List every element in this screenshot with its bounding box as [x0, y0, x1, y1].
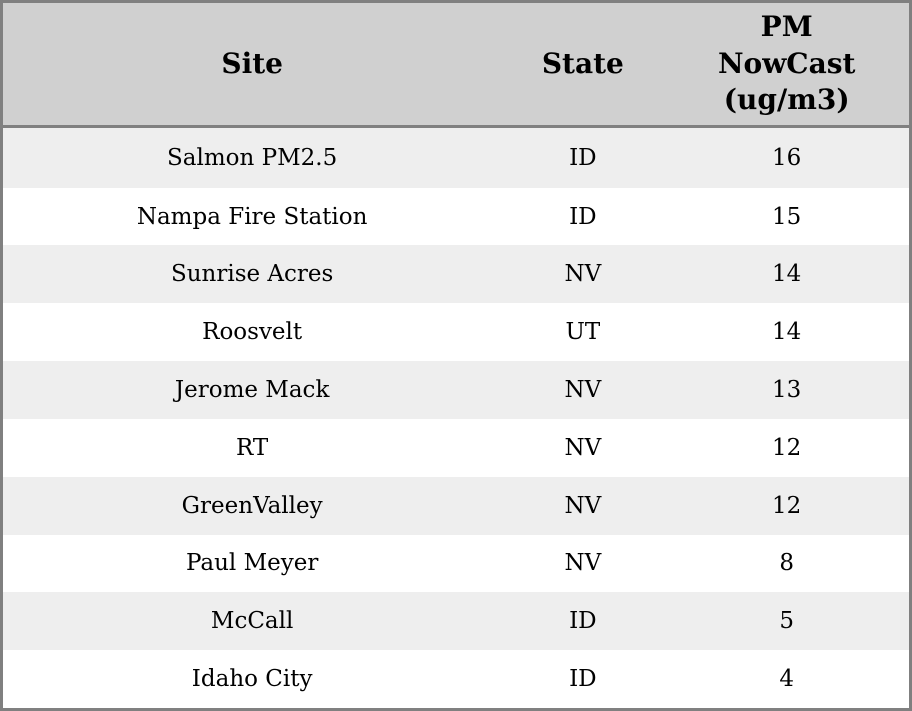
site-cell: McCall	[210, 608, 294, 635]
header-row	[3, 3, 909, 127]
pm-cell: 13	[772, 376, 802, 403]
state-cell: NV	[564, 434, 602, 461]
pm-header-line-3: (ug/m3)	[723, 83, 850, 117]
pm-cell: 15	[772, 203, 802, 230]
site-cell: Idaho City	[191, 666, 313, 693]
pm-cell: 12	[772, 434, 802, 461]
pm-cell: 16	[772, 144, 802, 171]
table-row	[3, 188, 909, 246]
column-header-pm-nowcast	[664, 3, 909, 127]
pm-cell: 12	[772, 492, 802, 519]
site-cell: Salmon PM2.5	[167, 144, 338, 171]
pm-cell: 14	[772, 261, 802, 288]
pm-cell: 14	[772, 319, 802, 346]
table-row	[3, 477, 909, 535]
column-header-state: State	[501, 3, 664, 127]
state-cell: NV	[564, 376, 602, 403]
table-row	[3, 419, 909, 477]
state-cell: NV	[564, 261, 602, 288]
state-cell: NV	[564, 492, 602, 519]
site-cell: Nampa Fire Station	[136, 203, 368, 230]
site-cell: Sunrise Acres	[170, 261, 334, 288]
pm-cell: 8	[779, 550, 794, 577]
table-row	[3, 245, 909, 303]
state-cell: UT	[565, 319, 601, 346]
data-table	[3, 3, 909, 708]
table-body	[3, 127, 909, 709]
pm-header-line-2: NowCast	[717, 46, 856, 80]
site-cell: Jerome Mack	[174, 376, 330, 403]
site-cell: RT	[236, 434, 269, 461]
pm-header-line-1: PM	[760, 10, 813, 44]
column-header-site: Site	[3, 3, 501, 127]
state-cell: NV	[564, 550, 602, 577]
table-row	[3, 303, 909, 361]
pm-cell: 4	[779, 666, 794, 693]
table-header	[3, 3, 909, 127]
site-cell: Roosvelt	[202, 319, 303, 346]
table-row	[3, 127, 909, 188]
state-cell: ID	[569, 144, 597, 171]
pm-cell: 5	[779, 608, 794, 635]
state-cell: ID	[569, 666, 597, 693]
table-row	[3, 535, 909, 593]
site-cell: Paul Meyer	[185, 550, 319, 577]
table-row	[3, 361, 909, 419]
table-row	[3, 650, 909, 708]
state-cell: ID	[569, 608, 597, 635]
table-row	[3, 592, 909, 650]
state-cell: ID	[569, 203, 597, 230]
site-cell: GreenValley	[181, 492, 323, 519]
